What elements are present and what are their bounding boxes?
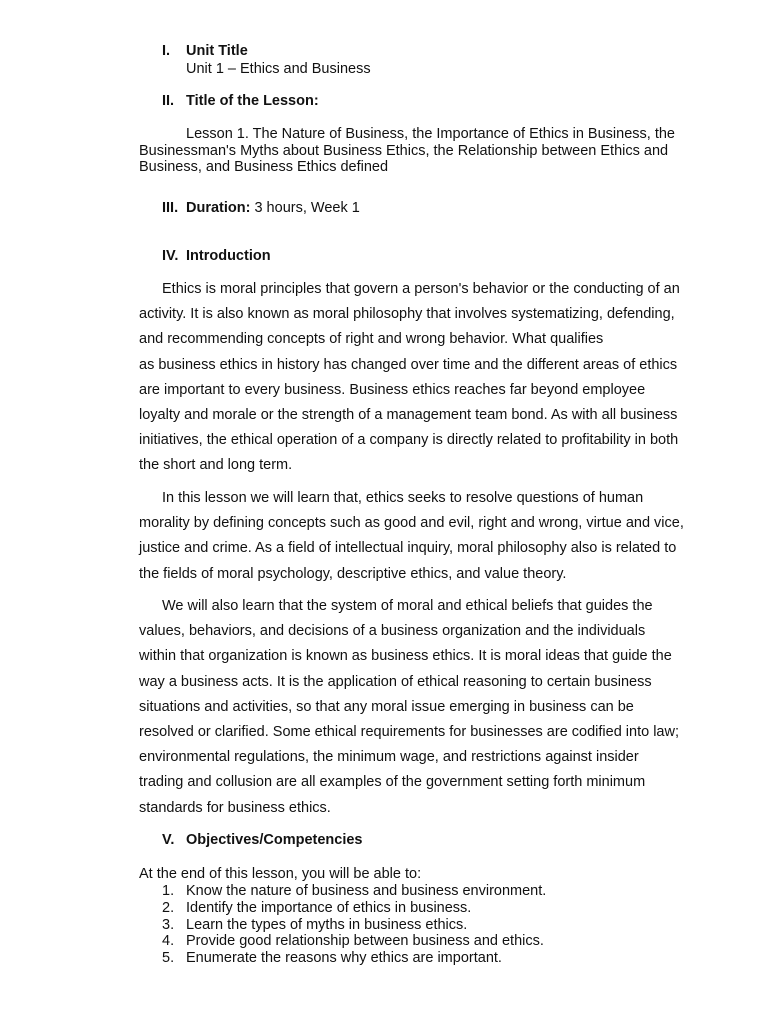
paragraph-line: the fields of moral psychology, descriptive ethics, and value theory. (139, 565, 567, 582)
section-number: V. (162, 832, 175, 848)
paragraph-line: trading and collusion are all examples of the government setting forth minimum (139, 774, 646, 791)
list-item-number: 4. (162, 933, 175, 950)
list-item-text: Provide good relationship between business and ethics. (186, 933, 544, 950)
intro-paragraph-2 (139, 486, 739, 587)
paragraph-line: loyalty and morale or the strength of a management team bond. As with all business (139, 407, 678, 424)
lesson-title-heading (162, 93, 319, 110)
duration-value: 3 hours, Week 1 (254, 200, 360, 216)
section-number: I. (162, 43, 171, 59)
section-heading-text: Unit Title (186, 43, 248, 59)
intro-paragraph-1 (139, 277, 739, 479)
introduction-heading (162, 248, 271, 265)
list-item-number: 1. (162, 883, 175, 899)
duration-heading (162, 200, 360, 217)
paragraph-line: values, behaviors, and decisions of a business organization and the individuals (139, 623, 646, 640)
section-number: III. (162, 200, 179, 216)
unit-title-value: Unit 1 – Ethics and Business (186, 61, 371, 77)
list-item-text: Enumerate the reasons why ethics are important. (186, 950, 502, 967)
paragraph-line: standards for business ethics. (139, 799, 331, 816)
unit-title-heading (162, 43, 248, 60)
section-number: IV. (162, 248, 179, 264)
paragraph-line: as business ethics in history has changed over time and the different areas of ethics (139, 356, 678, 373)
section-heading-text: Introduction (186, 248, 271, 264)
paragraph-line: We will also learn that the system of moral and ethical beliefs that guides the (162, 598, 653, 614)
lesson-title-line: Business, and Business Ethics defined (139, 159, 389, 175)
list-item-text: Learn the types of myths in business ethics. (186, 916, 468, 933)
paragraph-line: activity. It is also known as moral philosophy that involves systematizing, defending, (139, 306, 675, 323)
section-number: II. (162, 93, 175, 109)
list-item (162, 900, 546, 917)
paragraph-line: within that organization is known as business ethics. It is moral ideas that guide the (139, 648, 672, 665)
lesson-title-text (139, 126, 729, 176)
paragraph-line: way a business acts. It is the application of ethical reasoning to certain business (139, 673, 652, 690)
paragraph-line: In this lesson we will learn that, ethics seeks to resolve questions of human (162, 490, 644, 506)
duration-label: Duration: (186, 200, 251, 216)
lesson-title-line: Businessman's Myths about Business Ethics, the Relationship between Ethics and (139, 142, 669, 159)
objectives-heading (162, 832, 363, 849)
list-item-number: 2. (162, 899, 175, 916)
paragraph-line: justice and crime. As a field of intellectual inquiry, moral philosophy also is related to (139, 540, 677, 557)
objectives-list (162, 883, 546, 967)
paragraph-line: morality by defining concepts such as good and evil, right and wrong, virtue and vice, (139, 515, 684, 532)
intro-paragraph-3 (139, 594, 739, 821)
paragraph-line: the short and long term. (139, 457, 293, 474)
paragraph-line: environmental regulations, the minimum wage, and restrictions against insider (139, 749, 639, 766)
lesson-title-line: Lesson 1. The Nature of Business, the Importance of Ethics in Business, the (186, 126, 675, 142)
paragraph-line: are important to every business. Business ethics reaches far beyond employee (139, 381, 646, 398)
objectives-intro: At the end of this lesson, you will be able to: (139, 866, 422, 882)
list-item-number: 3. (162, 916, 175, 933)
list-item (162, 883, 546, 900)
section-heading-text: Title of the Lesson: (186, 93, 319, 109)
list-item (162, 933, 546, 950)
paragraph-line: situations and activities, so that any moral issue emerging in business can be (139, 698, 634, 715)
list-item-text: Identify the importance of ethics in business. (186, 899, 472, 916)
list-item-number: 5. (162, 950, 175, 967)
list-item-text: Know the nature of business and business environment. (186, 883, 547, 899)
paragraph-line: initiatives, the ethical operation of a company is directly related to profitability in both (139, 432, 679, 449)
paragraph-line: Ethics is moral principles that govern a person's behavior or the conducting of an (162, 281, 680, 297)
section-heading-text: Objectives/Competencies (186, 832, 363, 848)
list-item (162, 950, 546, 967)
list-item (162, 917, 546, 934)
paragraph-line: resolved or clarified. Some ethical requirements for businesses are codified into law; (139, 724, 679, 741)
paragraph-line: and recommending concepts of right and wrong behavior. What qualifies (139, 331, 604, 348)
